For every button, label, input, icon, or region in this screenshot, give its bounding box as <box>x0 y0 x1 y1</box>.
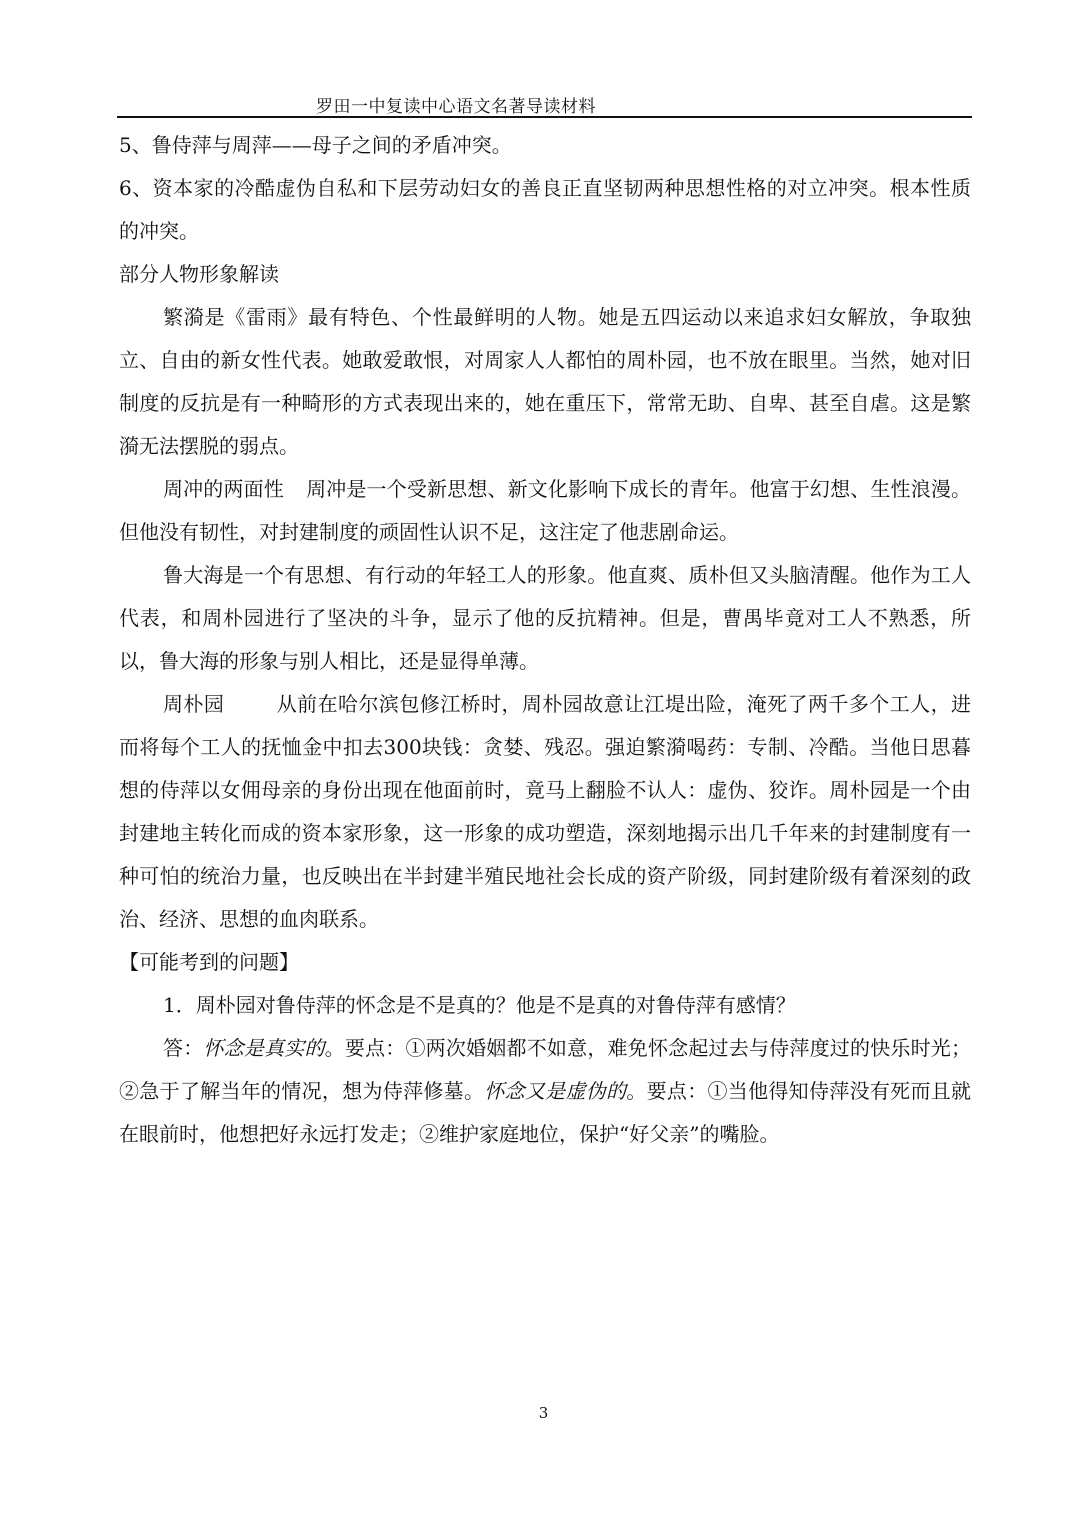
conflict-item-5: 5、鲁侍萍与周萍——母子之间的矛盾冲突。 <box>119 133 512 157</box>
zhouchong-label: 周冲的两面性 <box>163 477 284 501</box>
answer-part-2: 。要点：①当他得知侍萍没有死而且就在眼前时，他想把好永远打发走；②维护家庭地位，保护“好父亲”的嘴脸。 <box>119 1079 972 1146</box>
answer-emphasis-false: 怀念又是虚伪的 <box>484 1079 627 1103</box>
page-content <box>119 124 971 1156</box>
paragraph-ludahai: 鲁大海是一个有思想、有行动的年轻工人的形象。他直爽、质朴但又头脑清醒。他作为工人代表，和周朴园进行了坚决的斗争，显示了他的反抗精神。但是，曹禺毕竟对工人不熟悉，所以，鲁大海的形象与别人相比，还是显得单薄。 <box>119 563 971 673</box>
conflict-item-6: 6、资本家的冷酷虚伪自私和下层劳动妇女的善良正直坚韧两种思想性格的对立冲突。根本性质的冲突。 <box>119 176 971 243</box>
zhoupuyuan-text: 从前在哈尔滨包修江桥时，周朴园故意让江堤出险，淹死了两千多个工人，进而将每个工人的抚恤金中扣去300块钱：贪婪、残忍。强迫繁漪喝药：专制、冷酷。当他日思暮想的侍萍以女佣母亲的身份出现在他面前时，竟马上翻脸不认人：虚伪、狡诈。周朴园是一个由封建地主转化而成的资本家形象，这一形象的成功塑造，深刻地揭示出几千年来的封建制度有一种可怕的统治力量，也反映出在半封建半殖民地社会长成的资产阶级，同封建阶级有着深刻的政治、经济、思想的血肉联系。 <box>119 692 972 931</box>
question-1: 1．周朴园对鲁侍萍的怀念是不是真的？他是不是真的对鲁侍萍有感情？ <box>163 993 796 1017</box>
answer-emphasis-true: 怀念是真实的 <box>203 1036 325 1060</box>
paragraph-fanyi: 繁漪是《雷雨》最有特色、个性最鲜明的人物。她是五四运动以来追求妇女解放，争取独立、自由的新女性代表。她敢爱敢恨，对周家人人都怕的周朴园，也不放在眼里。当然，她对旧制度的反抗是有一种畸形的方式表现出来的，她在重压下，常常无助、自卑、甚至自虐。这是繁漪无法摆脱的弱点。 <box>119 305 971 458</box>
paragraph-zhouchong <box>119 468 971 554</box>
section-heading-characters: 部分人物形象解读 <box>119 262 279 286</box>
answer-part-1: 。要点：①两次婚姻都不如意，难免怀念起过去与侍萍度过的快乐时光；②急于了解当年的情况，想为侍萍修墓。 <box>119 1036 972 1103</box>
header-divider <box>117 116 972 118</box>
zhouchong-text: 周冲是一个受新思想、新文化影响下成长的青年。他富于幻想、生性浪漫。但他没有韧性，对封建制度的顽固性认识不足，这注定了他悲剧命运。 <box>119 477 972 544</box>
page-number: 3 <box>538 1404 549 1422</box>
paragraph-zhoupuyuan <box>119 683 971 941</box>
questions-heading: 【可能考到的问题】 <box>119 950 299 974</box>
answer-1 <box>119 1027 971 1156</box>
page-header-title: 罗田一中复读中心语文名著导读材料 <box>316 97 596 117</box>
zhoupuyuan-label: 周朴园 <box>163 692 225 716</box>
answer-prefix: 答： <box>163 1036 204 1060</box>
